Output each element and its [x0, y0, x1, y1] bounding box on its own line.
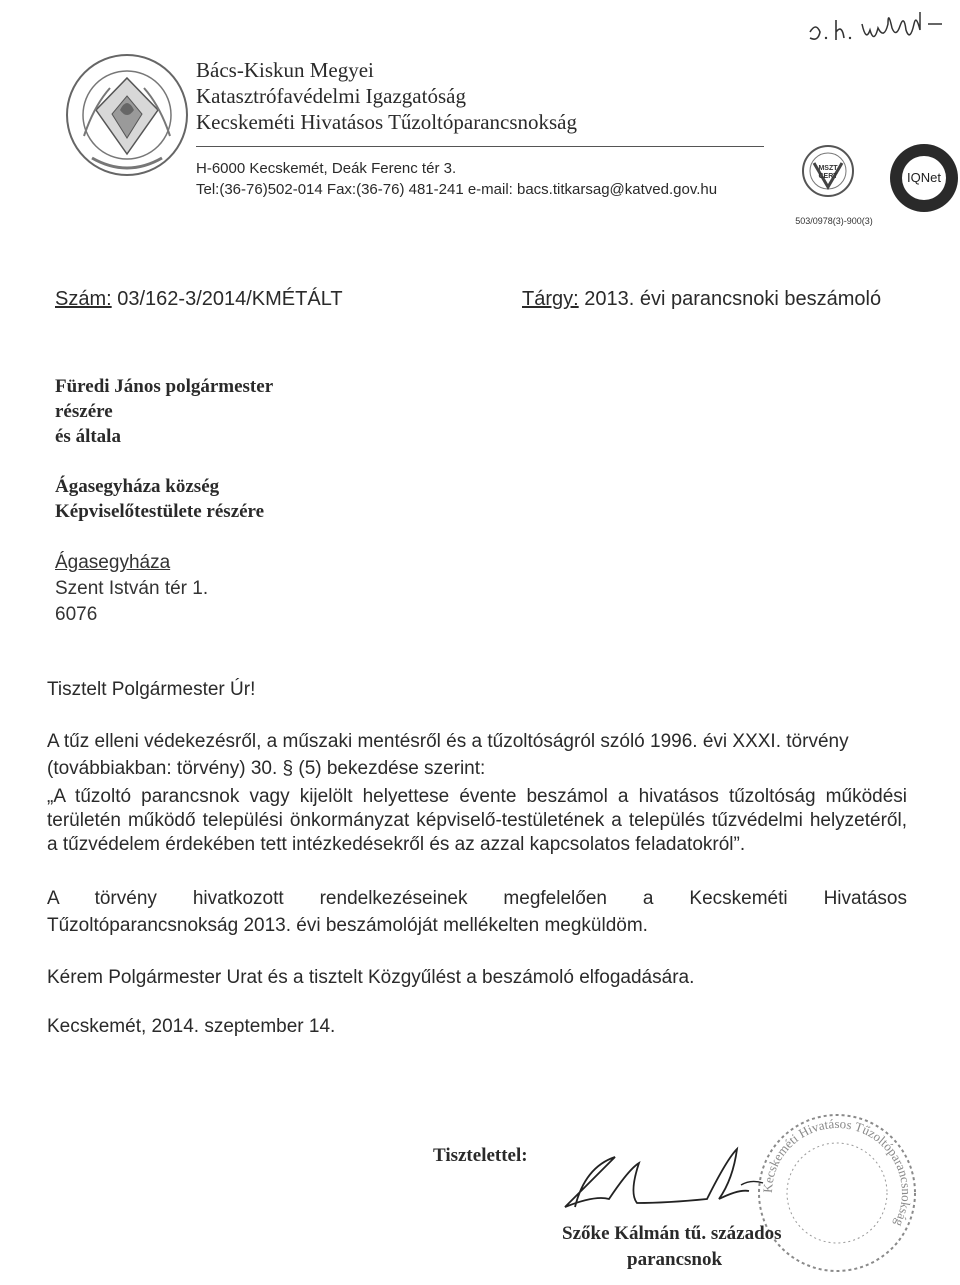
recipient-line5: Képviselőtestülete részére: [55, 501, 265, 522]
recipient-line2: részére: [55, 401, 113, 422]
header-contact: Tel:(36-76)502-014 Fax:(36-76) 481-241 e-mail: bacs.titkarsag@katved.gov.hu: [196, 181, 718, 198]
mszt-cert-number: 503/0978(3)-900(3): [795, 216, 873, 226]
iqnet-label: IQNet: [907, 170, 941, 185]
recipient-line1: Füredi János polgármester: [55, 376, 274, 397]
recipient-zip: 6076: [55, 604, 98, 625]
org-name-line2: Katasztrófavédelmi Igazgatóság: [196, 84, 466, 108]
recipient-line3: és általa: [55, 426, 121, 447]
signature-scribble-icon: [545, 1145, 805, 1225]
header-address: H-6000 Kecskemét, Deák Ferenc tér 3.: [196, 160, 457, 177]
body-paragraph2-line1: A törvény hivatkozott rendelkezéseinek megfelelően a Kecskeméti Hivatásos: [47, 888, 907, 909]
recipient-city: Ágasegyháza: [55, 552, 171, 573]
reference-number-value: 03/162-3/2014/KMÉTÁLT: [117, 288, 343, 310]
corner-note-scribble-icon: [800, 8, 960, 48]
handwritten-signature: [545, 1145, 805, 1225]
place-and-date: Kecskemét, 2014. szeptember 14.: [47, 1016, 336, 1037]
request-sentence: Kérem Polgármester Urat és a tisztelt Közgyűlést a beszámoló elfogadására.: [47, 967, 695, 988]
mszt-cert-label: MSZT CERT: [818, 165, 838, 180]
closing-greeting: Tisztelettel:: [433, 1145, 528, 1166]
header-divider: [196, 146, 764, 147]
recipient-line4: Ágasegyháza község: [55, 476, 220, 497]
org-name-line3: Kecskeméti Hivatásos Tűzoltóparancsnokság: [196, 110, 578, 134]
signatory-title: parancsnok: [627, 1249, 723, 1270]
body-paragraph1-line2: (továbbiakban: törvény) 30. § (5) bekezdése szerint:: [47, 758, 486, 779]
reference-subject-label: Tárgy:: [522, 288, 579, 310]
law-quote: „A tűzoltó parancsnok vagy kijelölt helyettese évente beszámol a hivatásos tűzoltóság működési területén működő települési önkormányzat képviselő-testületének a település tűzvédelmi helyzetéről, a tűzvédelem érdekében tett intézkedésekről és az azzal kapcsolatos feladatokról”.: [47, 786, 907, 855]
signatory-name: Szőke Kálmán tű. százados: [562, 1223, 782, 1244]
reference-subject: [522, 288, 881, 311]
org-name-line1: Bács-Kiskun Megyei: [196, 58, 374, 82]
body-paragraph2-line2: Tűzoltóparancsnokság 2013. évi beszámolóját mellékelten megküldöm.: [47, 915, 648, 936]
reference-number-label: Szám:: [55, 288, 112, 310]
body-paragraph1-line1: A tűz elleni védekezésről, a műszaki mentésről és a tűzoltóságról szóló 1996. évi XXXI. törvény: [47, 731, 849, 752]
salutation: Tisztelt Polgármester Úr!: [47, 679, 256, 700]
reference-subject-value: 2013. évi parancsnoki beszámoló: [584, 288, 882, 310]
stamp-text: Kecskeméti Hivatásos Tűzoltóparancsnokság: [759, 1116, 915, 1230]
fire-department-emblem: [62, 50, 192, 180]
emblem-crest-icon: [62, 50, 192, 180]
handwritten-corner-note: [800, 8, 960, 48]
reference-number: [55, 288, 343, 311]
recipient-street: Szent István tér 1.: [55, 578, 209, 599]
